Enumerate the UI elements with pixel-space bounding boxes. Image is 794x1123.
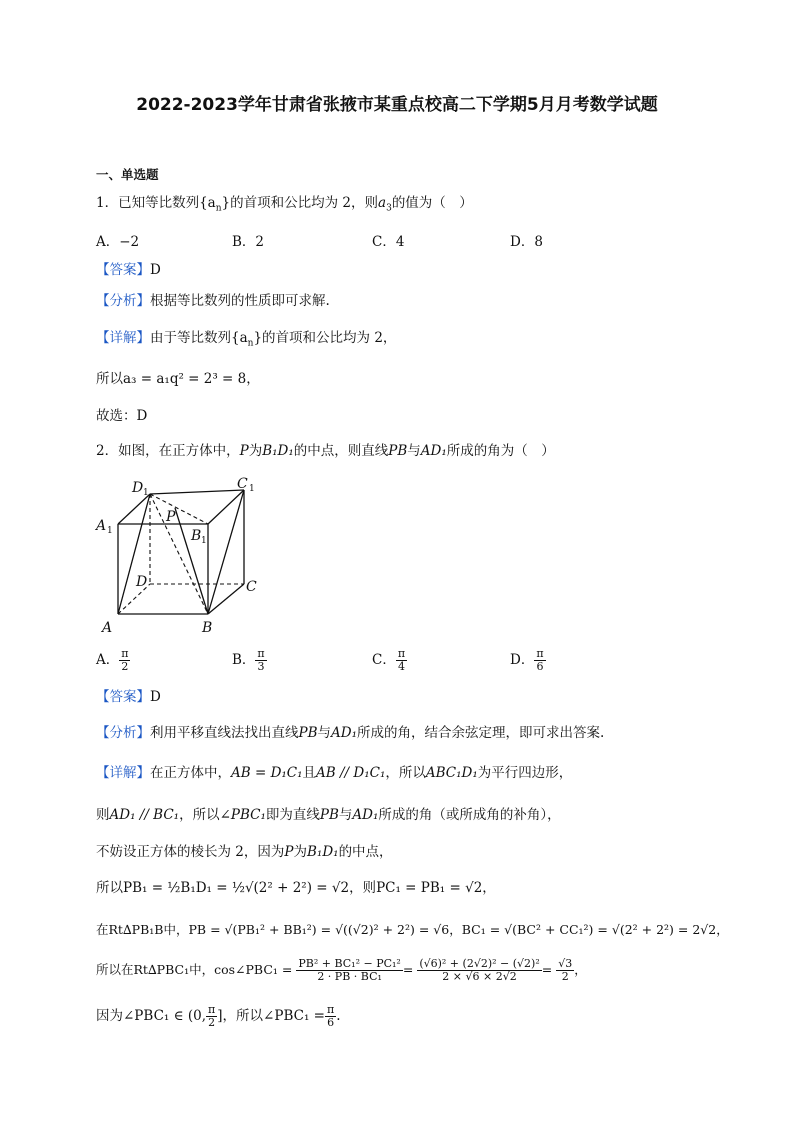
label-b1-sub: 1 bbox=[201, 536, 207, 546]
edge-d1-c1 bbox=[150, 490, 244, 494]
q1-conclusion: 故选：D bbox=[96, 408, 148, 424]
q1-detail: 【详解】由于等比数列$\{a_n\}$的首项和公比均为 2， bbox=[96, 330, 397, 349]
q1-detail-line2: 所以a₃ = a₁q² = 2³ = 8， bbox=[96, 371, 260, 387]
q1-term: $a_3$ bbox=[378, 195, 392, 214]
q2-detail-1: 【详解】在正方体中，AB = D₁C₁且AB // D₁C₁，所以ABC₁D₁为平行四边形， bbox=[96, 765, 573, 781]
label-c: C bbox=[246, 579, 257, 595]
edge-a1-d1 bbox=[118, 494, 150, 524]
q2-answer: 【答案】D bbox=[96, 689, 161, 705]
q1-answer: 【答案】D bbox=[96, 262, 161, 278]
q1-stem-text: 1．已知等比数列 bbox=[96, 195, 200, 211]
q1-seq: $\{a_n\}$ bbox=[199, 195, 231, 214]
q2-option-a: A． $\frac{\pi}{2}$ bbox=[96, 647, 129, 673]
label-a: A bbox=[102, 620, 113, 636]
label-d1: D bbox=[132, 480, 144, 496]
label-b: B bbox=[202, 620, 213, 636]
q2-analysis: 【分析】利用平移直线法找出直线PB与AD₁所成的角，结合余弦定理，即可求出答案. bbox=[96, 725, 605, 741]
q1-option-a: A．−2 bbox=[96, 234, 140, 250]
label-d: D bbox=[136, 574, 148, 590]
edge-a-d1 bbox=[118, 494, 150, 614]
q1-stem bbox=[96, 193, 473, 219]
q2-detail-6: 所以在Rt∆PBC₁中，cos∠PBC₁ = $\frac{\text{PB² + BC₁² − PC₁²}}{\text{2 · PB · BC₁}}$ = $\frac{\text{(√6)² + (2√2)² − (√2)²}}{2 \times √6 \times 2√2}$ = $\frac{√3}{2}$ ， bbox=[96, 957, 587, 983]
q1-option-c: C．4 bbox=[372, 234, 405, 250]
q2-detail-3: 不妨设正方体的棱长为 2，因为P为B₁D₁的中点， bbox=[96, 844, 393, 860]
section-heading: 一、单选题 bbox=[96, 167, 159, 182]
page-title: 2022-2023学年甘肃省张掖市某重点校高二下学期5月月考数学试题 bbox=[136, 95, 658, 115]
q1-analysis: 【分析】根据等比数列的性质即可求解. bbox=[96, 293, 330, 309]
cube-figure bbox=[90, 472, 270, 640]
edge-b-c1 bbox=[208, 490, 244, 614]
label-p: P bbox=[166, 509, 176, 525]
q2-detail-2: 则AD₁ // BC₁，所以∠PBC₁即为直线PB与AD₁所成的角（或所成角的补角）， bbox=[96, 807, 561, 823]
q2-stem: 2．如图，在正方体中，P为B₁D₁的中点，则直线PB与AD₁所成的角为（ ） bbox=[96, 443, 555, 459]
label-a1-sub: 1 bbox=[107, 526, 113, 536]
q1-stem-text-3: 的值为（ ） bbox=[391, 195, 473, 211]
q2-option-d: D． $\frac{\pi}{6}$ bbox=[510, 647, 544, 673]
q2-detail-4: 所以PB₁ = ½B₁D₁ = ½√(2² + 2²) = √2，则PC₁ = PB₁ = √2， bbox=[96, 880, 496, 896]
q2-detail-5: 在Rt∆PB₁B中，PB = √(PB₁² + BB₁²) = √((√2)² + 2²) = √6，BC₁ = √(BC² + CC₁²) = √(2² + 2²) = 2√2， bbox=[96, 922, 729, 937]
label-a1: A bbox=[96, 518, 107, 534]
q1-stem-text-2: 的首项和公比均为 2，则 bbox=[230, 195, 379, 211]
label-d1-sub: 1 bbox=[143, 488, 149, 498]
q2-detail-7: 因为∠PBC₁ ∈ (0, $\frac{\pi}{2}$ ]，所以∠PBC₁ = $\frac{\pi}{6}$ . bbox=[96, 1003, 341, 1029]
label-c1-sub: 1 bbox=[249, 484, 255, 494]
q1-option-b: B．2 bbox=[232, 234, 265, 250]
label-b1: B bbox=[191, 528, 202, 544]
edge-d1-b-hidden bbox=[150, 494, 208, 614]
edge-b-c bbox=[208, 584, 244, 614]
label-c1: C bbox=[237, 476, 248, 492]
q2-option-c: C． $\frac{\pi}{4}$ bbox=[372, 647, 406, 673]
q2-option-b: B． $\frac{\pi}{3}$ bbox=[232, 647, 265, 673]
q1-option-d: D．8 bbox=[510, 234, 543, 250]
